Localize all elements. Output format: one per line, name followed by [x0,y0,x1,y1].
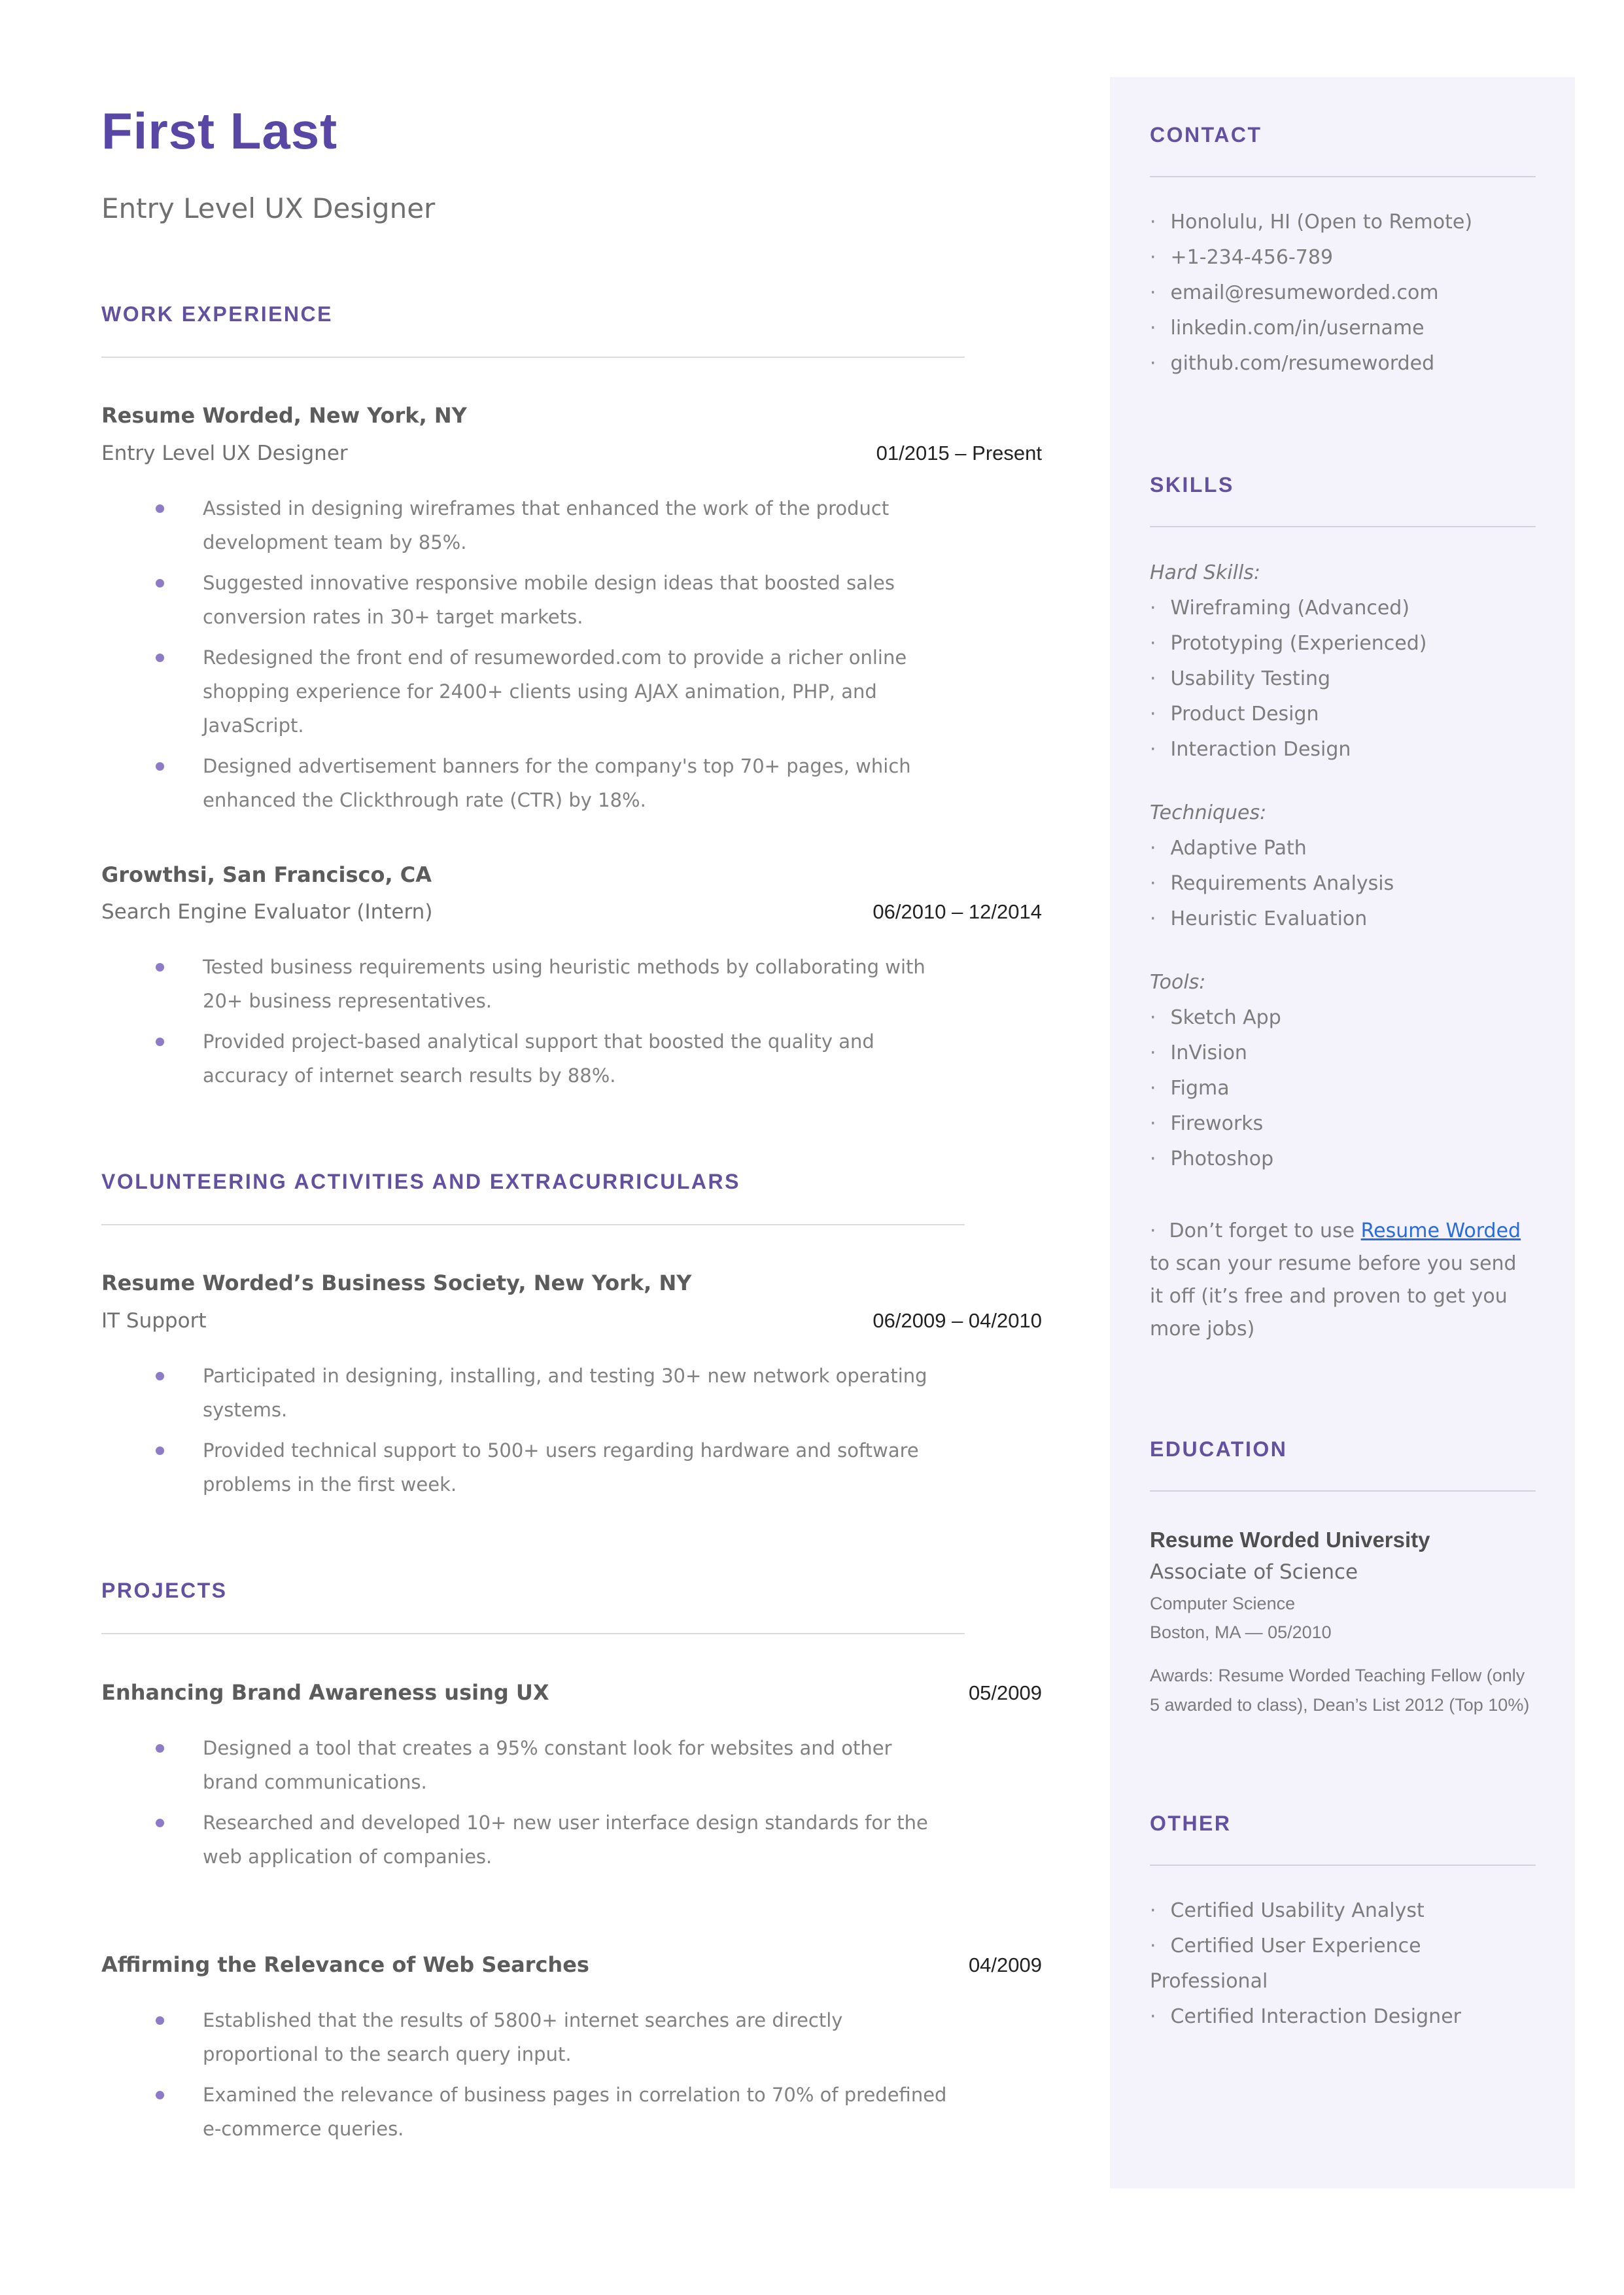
section-divider [1150,176,1536,177]
section-heading-contact: CONTACT [1150,123,1262,147]
section-divider [1150,1490,1536,1492]
sidebar-section-contact [1150,123,1536,381]
contact-list [1150,205,1536,381]
skill-item: · Usability Testing [1150,661,1536,697]
project-title: Affirming the Relevance of Web Searches [101,1952,589,1978]
skill-item: · Wireframing (Advanced) [1150,591,1536,626]
job-entry [101,862,1042,1093]
contact-linkedin: · linkedin.com/in/username [1150,311,1536,346]
skill-list-tools [1150,1000,1536,1177]
skill-item: · Interaction Design [1150,732,1536,767]
skill-list-hard-skills [1150,591,1536,767]
skill-item: · Figma [1150,1071,1536,1106]
certification-item: · Certified Usability Analyst [1150,1893,1536,1929]
skill-item: · Sketch App [1150,1000,1536,1036]
job-entry [101,402,1042,817]
project-bullet: Researched and developed 10+ new user interface design standards for the web application of companies. [203,1806,948,1874]
sidebar-section-other [1150,1812,1536,2035]
job-bullet-list [101,491,1042,817]
job-bullet: Tested business requirements using heuristic methods by collaborating with 20+ business representatives. [203,950,948,1018]
tip-text-post: to scan your resume before you send it off (it’s free and proven to get you more jobs) [1150,1252,1517,1340]
skill-group-label-hard-skills: Hard Skills: [1150,561,1261,584]
project-title-row [101,1952,1042,1977]
job-title: Search Engine Evaluator (Intern) [101,900,433,924]
certification-item: · Certified User Experience Professional [1150,1929,1536,1999]
education-awards: Awards: Resume Worded Teaching Fellow (only 5 awarded to class), Dean’s List 2012 (Top 10%) [1150,1665,1530,1715]
skill-item: · Adaptive Path [1150,831,1536,866]
candidate-name: First Last [101,102,338,160]
job-role-row [101,900,1042,924]
skill-group-label-techniques: Techniques: [1150,801,1267,824]
section-divider [101,1224,965,1225]
job-dates: 06/2010 – 12/2014 [872,900,1042,924]
section-divider [101,1633,965,1634]
certification-item: · Certified Interaction Designer [1150,1999,1536,2035]
contact-github: · github.com/resumeworded [1150,346,1536,381]
job-title: Entry Level UX Designer [101,441,348,465]
job-dates: 01/2015 – Present [876,441,1042,464]
volunteer-organization: Resume Worded’s Business Society, New York, NY [101,1270,692,1296]
skill-item: · Product Design [1150,697,1536,732]
contact-location: · Honolulu, HI (Open to Remote) [1150,205,1536,240]
certification-list [1150,1893,1536,2035]
job-company: Resume Worded, New York, NY [101,403,467,429]
candidate-title: Entry Level UX Designer [101,192,436,224]
volunteer-role-row [101,1309,1042,1333]
project-date: 04/2009 [968,1953,1042,1977]
volunteer-entry [101,1270,1042,1501]
volunteer-bullet: Participated in designing, installing, and testing 30+ new network operating systems. [203,1359,948,1427]
education-degree: Associate of Science [1150,1560,1358,1585]
section-heading-work-experience: WORK EXPERIENCE [101,302,333,326]
project-bullet-list [101,2003,1042,2146]
project-title: Enhancing Brand Awareness using UX [101,1680,549,1706]
section-heading-other: OTHER [1150,1811,1232,1835]
resume-worded-link[interactable]: Resume Worded [1360,1219,1521,1242]
sidebar-section-education [1150,1437,1536,1720]
project-date: 05/2009 [968,1681,1042,1705]
job-bullet: Assisted in designing wireframes that enhanced the work of the product development team by 85%. [203,491,948,559]
tip-text-pre: Don’t forget to use [1169,1219,1361,1242]
skill-item: · InVision [1150,1036,1536,1071]
skill-item: · Prototyping (Experienced) [1150,626,1536,661]
volunteer-bullet: Provided technical support to 500+ users regarding hardware and software problems in the first week. [203,1433,948,1501]
education-major: Computer Science [1150,1593,1296,1613]
section-heading-skills: SKILLS [1150,473,1234,497]
project-bullet: Designed a tool that creates a 95% constant look for websites and other brand communications. [203,1731,948,1799]
section-divider [101,357,965,358]
sidebar-section-skills [1150,473,1536,1346]
job-bullet-list [101,950,1042,1093]
volunteer-title: IT Support [101,1309,207,1333]
skill-item: · Heuristic Evaluation [1150,902,1536,937]
project-entry [101,1680,1042,1874]
volunteer-bullet-list [101,1359,1042,1501]
skill-list-techniques [1150,831,1536,937]
project-bullet-list [101,1731,1042,1874]
job-bullet: Designed advertisement banners for the company's top 70+ pages, which enhanced the Clickthrough rate (CTR) by 18%. [203,749,948,817]
job-bullet: Provided project-based analytical support that boosted the quality and accuracy of internet search results by 88%. [203,1025,948,1093]
job-role-row [101,442,1042,465]
education-location-date: Boston, MA — 05/2010 [1150,1622,1332,1642]
main-column [101,102,1042,2152]
section-heading-volunteering: VOLUNTEERING ACTIVITIES AND EXTRACURRICULARS [101,1170,740,1194]
skill-item: · Photoshop [1150,1142,1536,1177]
job-company: Growthsi, San Francisco, CA [101,862,432,887]
sidebar [1110,77,1575,2188]
section-divider [1150,526,1536,527]
resume-worded-tip [1150,1215,1536,1346]
job-bullet: Suggested innovative responsive mobile design ideas that boosted sales conversion rates in 30+ target markets. [203,566,948,634]
skill-item: · Requirements Analysis [1150,866,1536,902]
job-bullet: Redesigned the front end of resumeworded.com to provide a richer online shopping experience for 2400+ clients using AJAX animation, PHP, and JavaScript. [203,640,948,743]
project-bullet: Established that the results of 5800+ internet searches are directly proportional to the search query input. [203,2003,948,2071]
section-heading-education: EDUCATION [1150,1437,1288,1461]
project-entry [101,1952,1042,2146]
skill-group-label-tools: Tools: [1150,971,1206,994]
project-title-row [101,1680,1042,1705]
contact-email: · email@resumeworded.com [1150,275,1536,311]
volunteer-dates: 06/2009 – 04/2010 [872,1309,1042,1333]
section-heading-projects: PROJECTS [101,1579,228,1603]
project-bullet: Examined the relevance of business pages in correlation to 70% of predefined e-commerce queries. [203,2078,948,2146]
contact-phone: · +1-234-456-789 [1150,240,1536,275]
skill-item: · Fireworks [1150,1106,1536,1142]
section-divider [1150,1865,1536,1866]
education-school: Resume Worded University [1150,1528,1430,1552]
